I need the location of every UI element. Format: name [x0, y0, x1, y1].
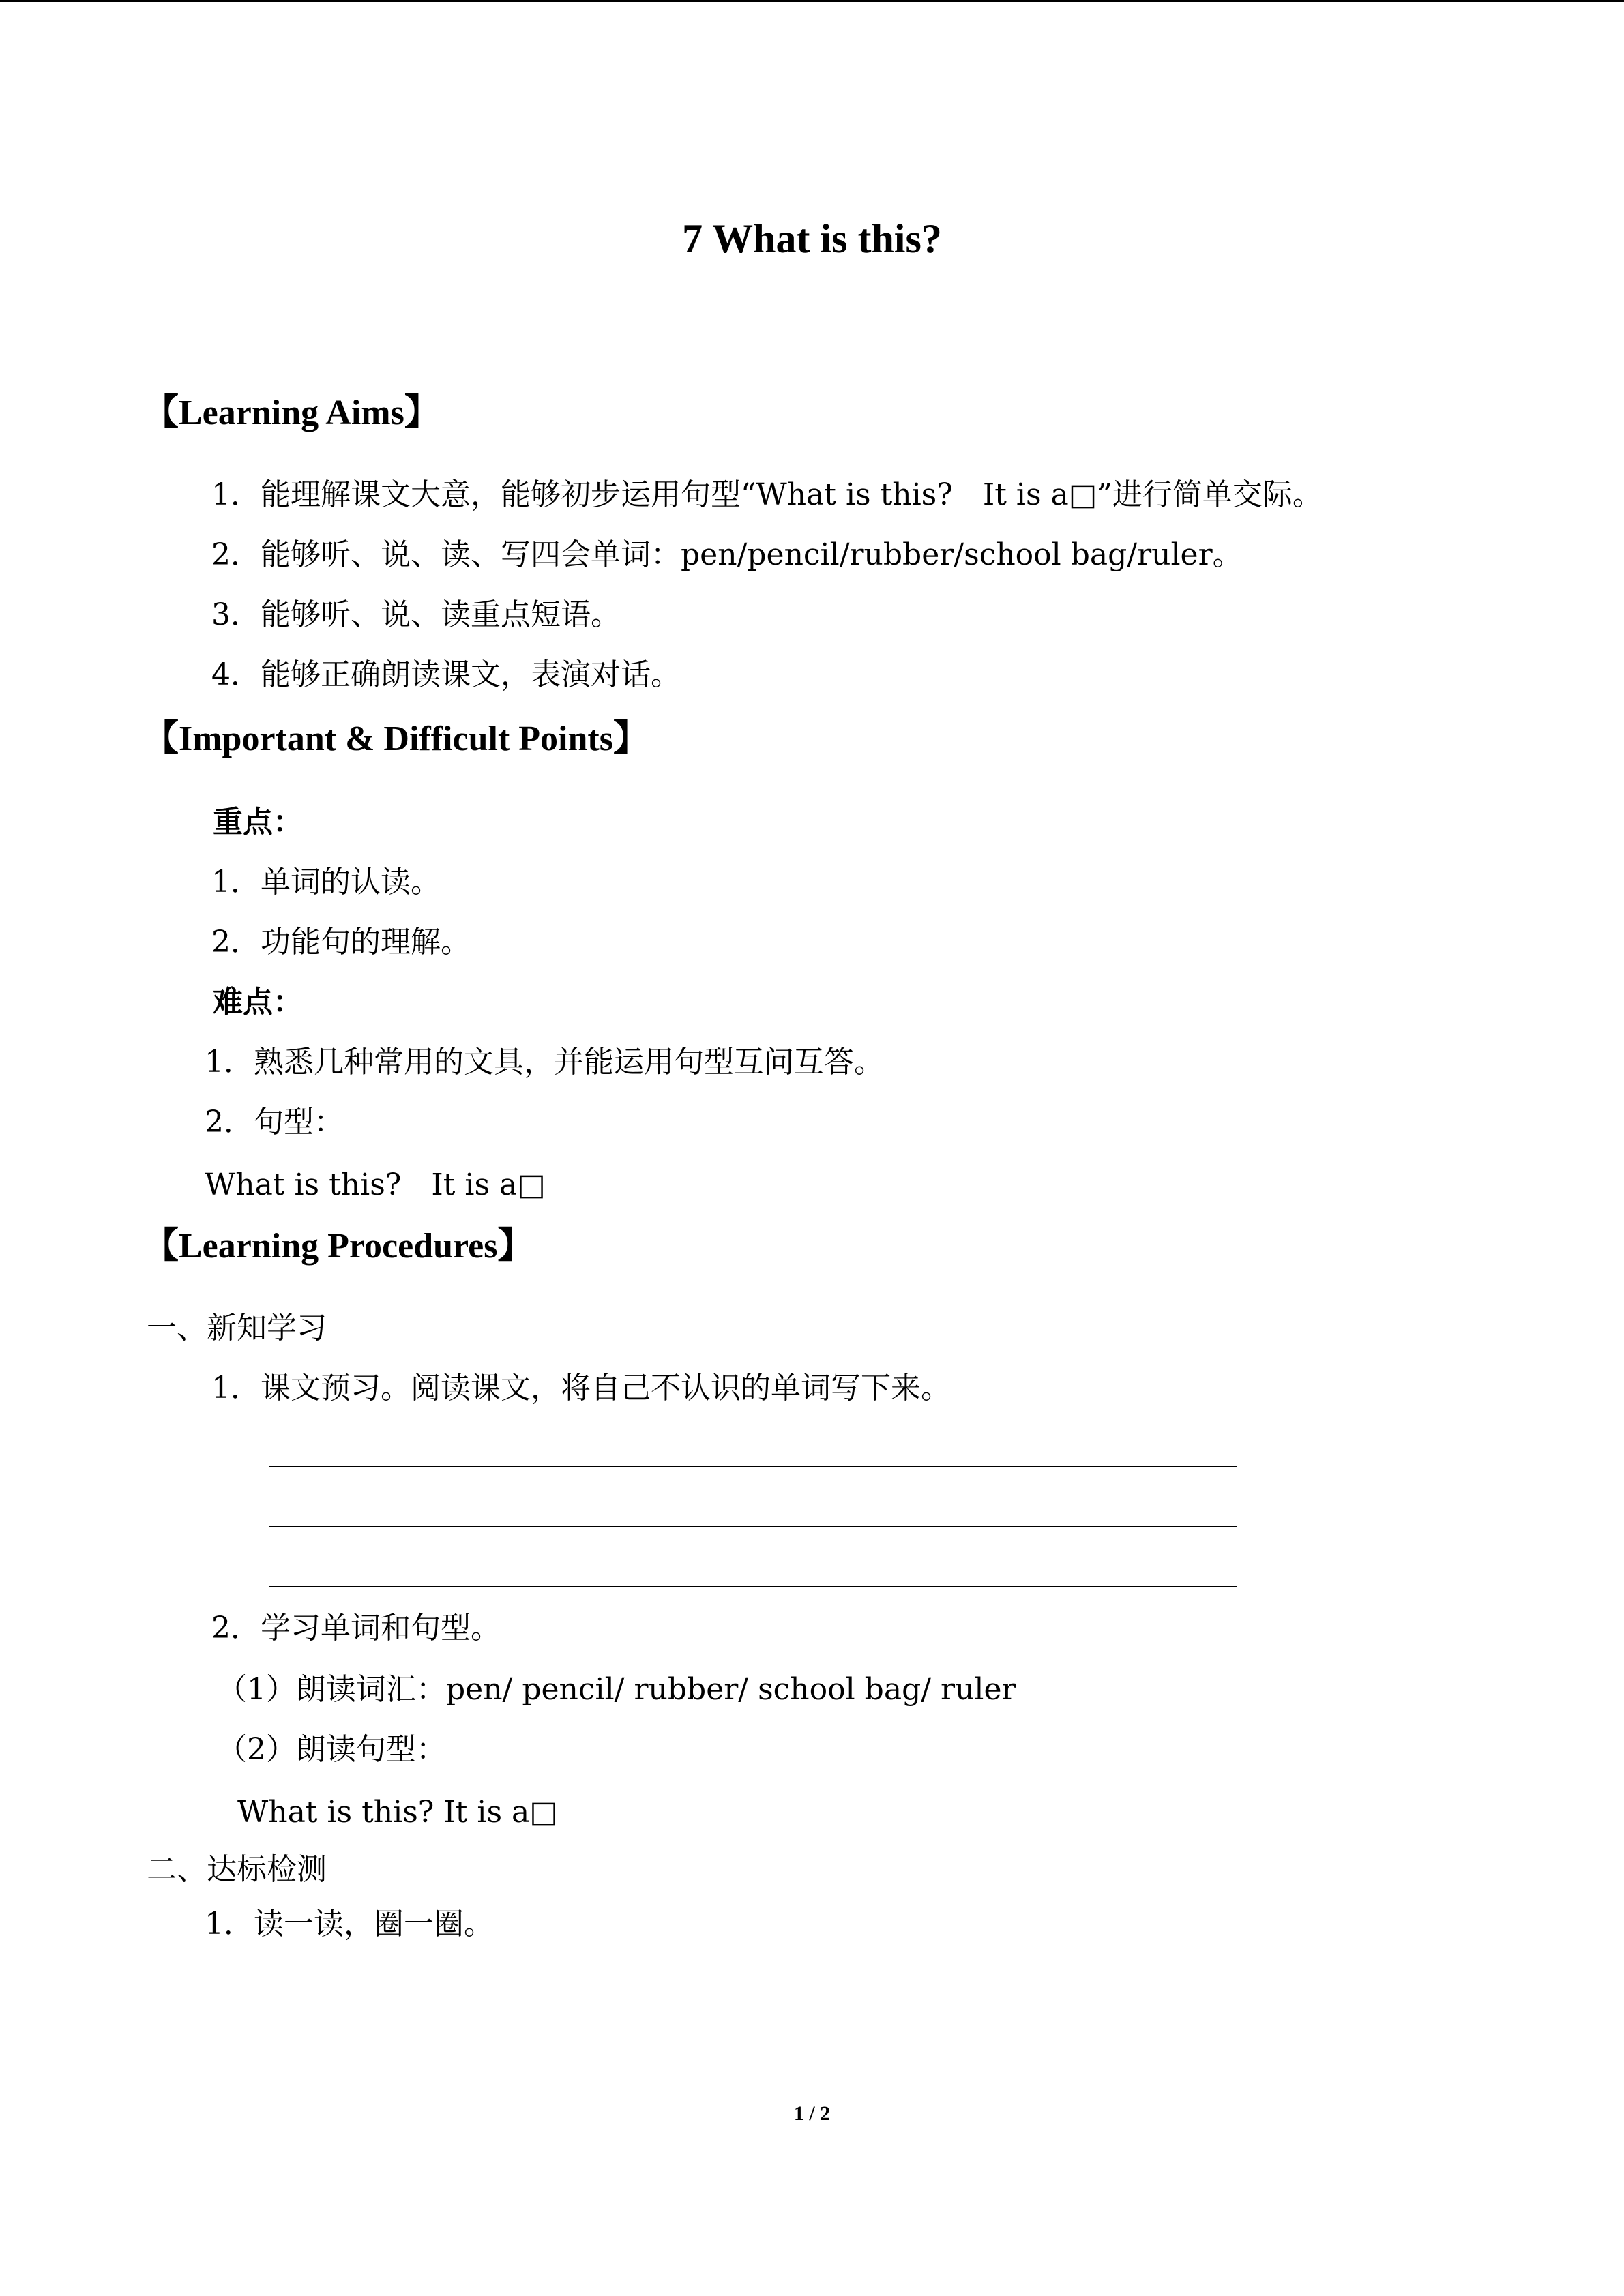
- aim-item-3: 3．能够听、说、读重点短语。: [211, 597, 621, 632]
- aim-item-4: 4．能够正确朗读课文，表演对话。: [211, 657, 681, 692]
- aim-item-1: 1．能理解课文大意，能够初步运用句型“What is this? It is a□”进行简单交际。: [211, 477, 1323, 512]
- sentence-reading-text: What is this? It is a□: [237, 1795, 558, 1830]
- learning-aims-heading: 【Learning Aims】: [143, 393, 440, 432]
- key-points-label: 重点：: [213, 805, 303, 839]
- procedure-item-2: 2．学习单词和句型。: [211, 1611, 501, 1645]
- procedure-item-3: 1．读一读，圈一圈。: [205, 1907, 494, 1941]
- vocabulary-reading: （1）朗读词汇：pen/ pencil/ rubber/ school bag/ ruler: [217, 1672, 1016, 1707]
- learning-procedures-heading: 【Learning Procedures】: [143, 1227, 533, 1266]
- answer-line-1: [269, 1466, 1237, 1467]
- top-border: [0, 0, 1624, 2]
- page-title: 7 What is this?: [682, 216, 942, 261]
- section-assessment: 二、达标检测: [147, 1852, 327, 1887]
- key-item-1: 1．单词的认读。: [211, 865, 441, 899]
- answer-line-3: [269, 1586, 1237, 1587]
- difficult-item-2: 2．句型：: [205, 1105, 344, 1139]
- sentence-pattern: What is this? It is a□: [205, 1167, 546, 1202]
- important-points-heading: 【Important & Difficult Points】: [143, 719, 649, 758]
- difficult-item-1: 1．熟悉几种常用的文具，并能运用句型互问互答。: [205, 1045, 884, 1079]
- answer-line-2: [269, 1526, 1237, 1527]
- procedure-item-1: 1．课文预习。阅读课文，将自己不认识的单词写下来。: [211, 1371, 951, 1405]
- page-number: 1 / 2: [793, 2102, 831, 2125]
- aim-item-2: 2．能够听、说、读、写四会单词：pen/pencil/rubber/school bag/ruler。: [211, 537, 1243, 572]
- difficult-points-label: 难点：: [213, 985, 303, 1019]
- key-item-2: 2．功能句的理解。: [211, 925, 471, 959]
- sentence-reading-label: （2）朗读句型：: [217, 1732, 446, 1767]
- section-new-knowledge: 一、新知学习: [147, 1311, 327, 1345]
